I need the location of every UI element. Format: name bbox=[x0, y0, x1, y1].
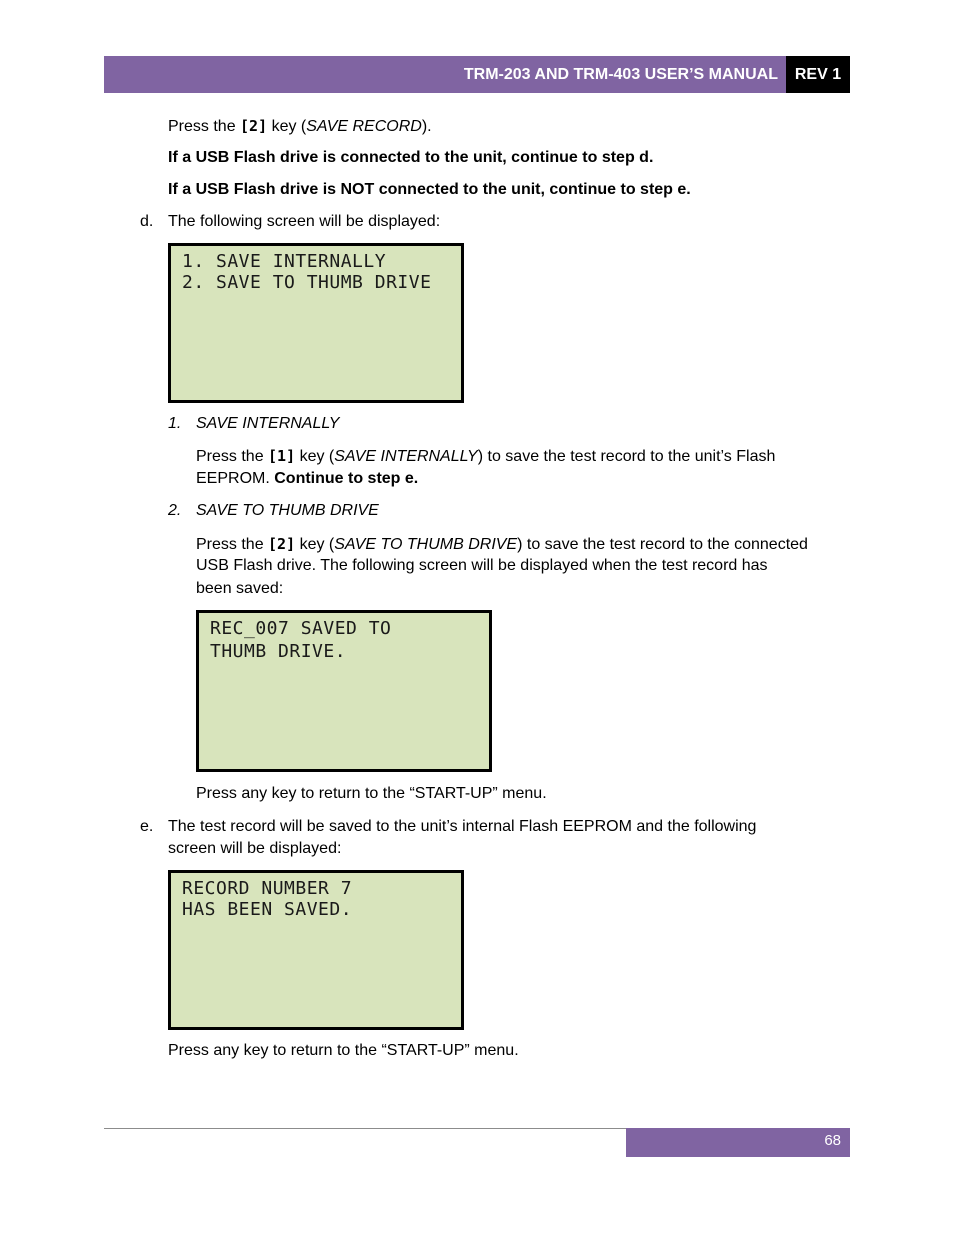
lcd-line: RECORD NUMBER 7 bbox=[182, 878, 353, 899]
key-label: [2] bbox=[240, 117, 268, 135]
lcd-line: 1. SAVE INTERNALLY bbox=[182, 251, 387, 272]
paragraph-save-record: Press the [2] key (SAVE RECORD). bbox=[168, 117, 432, 135]
option-1-description-cont: EEPROM. Continue to step e. bbox=[196, 470, 419, 487]
instruction-usb-not-connected: If a USB Flash drive is NOT connected to the unit, continue to step e. bbox=[168, 181, 691, 198]
header-revision: REV 1 bbox=[786, 56, 850, 93]
lcd-screen-save-options bbox=[168, 243, 464, 403]
step-d-text: The following screen will be displayed: bbox=[168, 213, 441, 230]
header-title: TRM-203 AND TRM-403 USER’S MANUAL bbox=[463, 66, 778, 83]
option-1-title: SAVE INTERNALLY bbox=[196, 415, 340, 432]
option-2-title: SAVE TO THUMB DRIVE bbox=[196, 502, 379, 519]
return-instruction-2: Press any key to return to the “START-UP” menu. bbox=[168, 1042, 519, 1059]
lcd-line: HAS BEEN SAVED. bbox=[182, 899, 353, 920]
option-2-description-line3: been saved: bbox=[196, 580, 284, 597]
option-2-marker: 2. bbox=[168, 502, 182, 519]
page-number: 68 bbox=[824, 1132, 841, 1149]
option-2-description-line2: USB Flash drive. The following screen will be displayed when the test record has bbox=[196, 557, 768, 574]
lcd-screen-record-saved bbox=[168, 870, 464, 1030]
key-label: [1] bbox=[268, 447, 296, 465]
step-e-text-line1: The test record will be saved to the unit’s internal Flash EEPROM and the following bbox=[168, 818, 757, 835]
lcd-line: 2. SAVE TO THUMB DRIVE bbox=[182, 272, 432, 293]
option-1-description: Press the [1] key (SAVE INTERNALLY) to save the test record to the unit’s Flash bbox=[196, 447, 776, 465]
step-e-text-line2: screen will be displayed: bbox=[168, 840, 342, 857]
lcd-line: REC_007 SAVED TO bbox=[210, 618, 392, 639]
option-1-marker: 1. bbox=[168, 415, 182, 432]
key-label: [2] bbox=[268, 535, 296, 553]
return-instruction-1: Press any key to return to the “START-UP” menu. bbox=[196, 785, 547, 802]
instruction-usb-connected: If a USB Flash drive is connected to the unit, continue to step d. bbox=[168, 149, 654, 166]
step-d-marker: d. bbox=[140, 213, 154, 230]
option-2-description: Press the [2] key (SAVE TO THUMB DRIVE) to save the test record to the connected bbox=[196, 535, 808, 553]
lcd-screen-saved-to-thumb-drive bbox=[196, 610, 492, 772]
step-e-marker: e. bbox=[140, 818, 154, 835]
lcd-line: THUMB DRIVE. bbox=[210, 641, 347, 662]
